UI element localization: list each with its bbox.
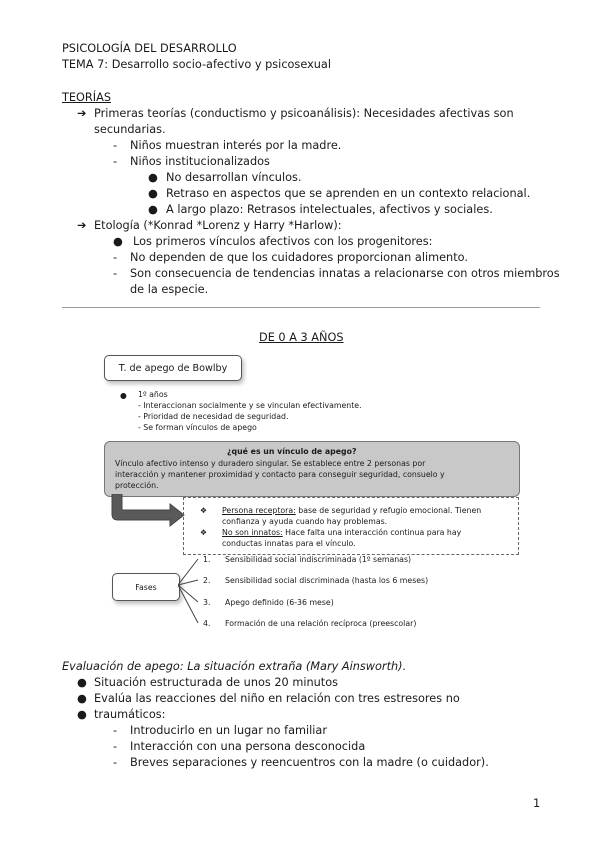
fase-text-1: Sensibilidad social indiscriminada (1º semanas) xyxy=(225,555,412,564)
diamond-icon: ❖ xyxy=(200,506,207,515)
page-number: 1 xyxy=(533,797,541,810)
bowlby-line-1: - Interaccionan socialmente y se vinculan efectivamente. xyxy=(138,401,362,410)
bullet-icon: ● xyxy=(113,235,123,248)
fases-box-label: Fases xyxy=(135,582,157,592)
evaluacion-title: Evaluación de apego: La situación extraña (Mary Ainsworth). xyxy=(62,660,407,673)
etologia-bullet: Los primeros vínculos afectivos con los progenitores: xyxy=(133,235,433,248)
evaluacion-sub-3: Breves separaciones y reencuentros con la madre (o cuidador). xyxy=(130,756,489,769)
teoria-item-2: Etología (*Konrad *Lorenz y Harry *Harlow): xyxy=(94,219,342,232)
apego-question-title: ¿qué es un vínculo de apego? xyxy=(227,447,357,456)
fase-num-2: 2. xyxy=(203,576,211,585)
etologia-sub-1: No dependen de que los cuidadores proporcionan alimento. xyxy=(130,251,468,264)
bullet-icon: ● xyxy=(148,203,158,216)
no-innatos-label: No son innatos: xyxy=(222,528,283,537)
fase-text-2: Sensibilidad social discriminada (hasta los 6 meses) xyxy=(225,576,429,585)
dash-icon: - xyxy=(113,756,118,769)
bullet-icon: ● xyxy=(148,187,158,200)
evaluacion-sub-1: Introducirlo en un lugar no familiar xyxy=(130,724,327,737)
bullet-icon: ● xyxy=(77,708,87,721)
no-innatos-cont: conductas innatas para el vínculo. xyxy=(222,539,356,548)
teoria-item-1-cont: secundarias. xyxy=(94,123,166,136)
bowlby-line-2: - Prioridad de necesidad de seguridad. xyxy=(138,412,289,421)
fase-num-4: 4. xyxy=(203,619,211,628)
fases-box xyxy=(112,573,180,601)
bullet-icon: ● xyxy=(77,676,87,689)
bullet-icon: ● xyxy=(77,692,87,705)
bowlby-box xyxy=(104,355,242,381)
evaluacion-sub-2: Interacción con una persona desconocida xyxy=(130,740,366,753)
dash-icon: - xyxy=(113,139,118,152)
divider xyxy=(62,307,540,308)
primeros-anos: 1º años xyxy=(138,390,168,399)
bullet-icon: ● xyxy=(148,171,158,184)
persona-receptora-label: Persona receptora: xyxy=(222,506,296,515)
evaluacion-bullet-1: Situación estructurada de unos 20 minutos xyxy=(94,676,339,689)
etologia-sub-2: Son consecuencia de tendencias innatas a relacionarse con otros miembros xyxy=(130,267,560,280)
no-innatos-text: Hace falta una interacción continua para hay xyxy=(282,528,462,537)
dash-icon: - xyxy=(113,155,118,168)
persona-receptora-text: base de seguridad y refugio emocional. Tienen xyxy=(295,506,482,515)
bowlby-box-label: T. de apego de Bowlby xyxy=(118,362,228,374)
dash-icon: - xyxy=(113,740,118,753)
teorias-heading: TEORÍAS xyxy=(62,91,112,104)
fase-num-3: 3. xyxy=(203,598,211,607)
teoria-bullet-1: No desarrollan vínculos. xyxy=(166,171,302,184)
bullet-icon: ● xyxy=(120,391,127,400)
fases-connectors xyxy=(178,555,202,627)
topic-title: TEMA 7: Desarrollo socio-afectivo y psicosexual xyxy=(62,58,331,71)
section-title: DE 0 A 3 AÑOS xyxy=(259,331,344,344)
bent-arrow-icon xyxy=(108,494,188,530)
diamond-icon: ❖ xyxy=(200,528,207,537)
persona-receptora-cont: confianza y ayuda cuando hay problemas. xyxy=(222,517,388,526)
apego-question-line-1: Vínculo afectivo intenso y duradero singular. Se establece entre 2 personas por xyxy=(115,459,426,468)
teoria-bullet-3: A largo plazo: Retrasos intelectuales, afectivos y sociales. xyxy=(166,203,493,216)
teoria-sub-2: Niños institucionalizados xyxy=(130,155,270,168)
no-innatos xyxy=(222,528,461,537)
arrow-icon: ➔ xyxy=(77,107,87,120)
arrow-icon: ➔ xyxy=(77,219,87,232)
apego-question-line-2: interacción y mantener proximidad y contacto para conseguir seguridad, consuelo y xyxy=(115,470,445,479)
dash-icon: - xyxy=(113,724,118,737)
fase-num-1: 1. xyxy=(203,555,211,564)
teoria-bullet-2: Retraso en aspectos que se aprenden en un contexto relacional. xyxy=(166,187,531,200)
persona-receptora xyxy=(222,506,481,515)
dash-icon: - xyxy=(113,267,118,280)
fase-text-3: Apego definido (6-36 mese) xyxy=(225,598,334,607)
teoria-sub-1: Niños muestran interés por la madre. xyxy=(130,139,342,152)
dash-icon: - xyxy=(113,251,118,264)
evaluacion-bullet-2: Evalúa las reacciones del niño en relación con tres estresores no xyxy=(94,692,460,705)
fase-text-4: Formación de una relación recíproca (preescolar) xyxy=(225,619,417,628)
etologia-sub-2-cont: de la especie. xyxy=(130,283,209,296)
teoria-item-1: Primeras teorías (conductismo y psicoanálisis): Necesidades afectivas son xyxy=(94,107,514,120)
bowlby-line-3: - Se forman vínculos de apego xyxy=(138,423,257,432)
apego-question-line-3: protección. xyxy=(115,481,159,490)
evaluacion-bullet-3: traumáticos: xyxy=(94,708,166,721)
course-title: PSICOLOGÍA DEL DESARROLLO xyxy=(62,42,237,55)
